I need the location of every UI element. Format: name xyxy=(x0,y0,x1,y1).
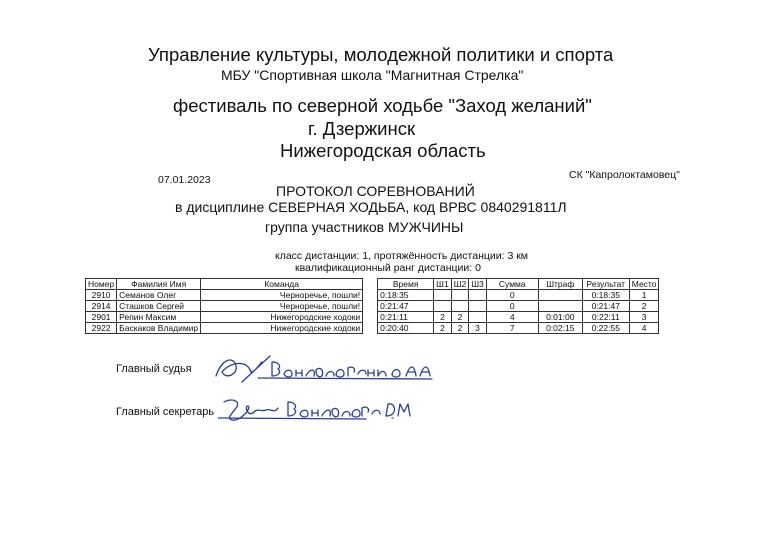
table-header xyxy=(86,279,659,290)
cell-sum: 4 xyxy=(486,312,538,323)
table-row xyxy=(86,301,659,312)
cell-team: Черноречье, пошли! xyxy=(201,301,363,312)
cell-team: Черноречье, пошли! xyxy=(201,290,363,301)
school-name: МБУ "Спортивная школа "Магнитная Стрелка" xyxy=(221,67,524,83)
cell-penalty: 0:01:00 xyxy=(538,312,582,323)
header-result: Результат xyxy=(582,279,629,290)
header-place: Место xyxy=(629,279,659,290)
header-sh3: Ш3 xyxy=(469,279,487,290)
cell-number: 2901 xyxy=(86,312,117,323)
chief-judge-label: Главный судья xyxy=(116,363,192,375)
header-time: Время xyxy=(378,279,434,290)
results-table xyxy=(85,278,659,334)
cell-sh1 xyxy=(434,301,452,312)
cell-name: Сташков Сергей xyxy=(117,301,201,312)
cell-sum: 7 xyxy=(486,323,538,334)
cell-sh2: 2 xyxy=(451,312,469,323)
cell-sum: 0 xyxy=(486,290,538,301)
club-name: СК "Капролоктамовец" xyxy=(569,169,680,181)
region: Нижегородская область xyxy=(280,140,486,161)
cell-sum: 0 xyxy=(486,301,538,312)
table-row xyxy=(86,323,659,334)
chief-secretary-signature xyxy=(218,394,418,428)
cell-sh1: 2 xyxy=(434,312,452,323)
rank-info: квалификационный ранг дистанции: 0 xyxy=(295,262,481,274)
cell-sh2 xyxy=(451,301,469,312)
cell-team: Нижегородские ходоки xyxy=(201,312,363,323)
cell-result: 0:18:35 xyxy=(582,290,629,301)
cell-number: 2914 xyxy=(86,301,117,312)
cell-sh2 xyxy=(451,290,469,301)
cell-penalty xyxy=(538,301,582,312)
cell-place: 3 xyxy=(629,312,659,323)
cell-sh3 xyxy=(469,290,487,301)
cell-penalty xyxy=(538,290,582,301)
chief-secretary-label: Главный секретарь xyxy=(116,406,215,418)
header-number: Номер xyxy=(86,279,117,290)
protocol-title: ПРОТОКОЛ СОРЕВНОВАНИЙ xyxy=(276,183,475,199)
cell-sh1: 2 xyxy=(434,323,452,334)
header-sum: Сумма xyxy=(486,279,538,290)
chief-judge-signature xyxy=(212,352,437,386)
table-row xyxy=(86,312,659,323)
cell-time: 0:20:40 xyxy=(378,323,434,334)
header-name: Фамилия Имя xyxy=(117,279,201,290)
table-row xyxy=(86,290,659,301)
cell-name: Семанов Олег xyxy=(117,290,201,301)
cell-penalty: 0:02:15 xyxy=(538,323,582,334)
header-sh1: Ш1 xyxy=(434,279,452,290)
cell-place: 1 xyxy=(629,290,659,301)
cell-sh3 xyxy=(469,301,487,312)
header-team: Команда xyxy=(201,279,363,290)
cell-name: Репин Максим xyxy=(117,312,201,323)
cell-number: 2922 xyxy=(86,323,117,334)
cell-name: Баскаков Владимир xyxy=(117,323,201,334)
cell-time: 0:21:47 xyxy=(378,301,434,312)
cell-sh1 xyxy=(434,290,452,301)
cell-team: Нижегородские ходоки xyxy=(201,323,363,334)
discipline: в дисциплине СЕВЕРНАЯ ХОДЬБА, код ВРВС 0840291811Л xyxy=(175,199,567,215)
cell-place: 4 xyxy=(629,323,659,334)
city: г. Дзержинск xyxy=(308,118,416,139)
distance-info: класс дистанции: 1, протяжённость дистанции: 3 км xyxy=(275,250,529,262)
header-penalty: Штраф xyxy=(538,279,582,290)
cell-result: 0:22:55 xyxy=(582,323,629,334)
organization-title: Управление культуры, молодежной политики и спорта xyxy=(148,44,614,65)
participant-group: группа участников МУЖЧИНЫ xyxy=(265,219,464,235)
cell-sh3: 3 xyxy=(469,323,487,334)
cell-time: 0:21:11 xyxy=(378,312,434,323)
cell-sh3 xyxy=(469,312,487,323)
cell-time: 0:18:35 xyxy=(378,290,434,301)
festival-title: фестиваль по северной ходьбе "Заход желаний" xyxy=(173,95,592,116)
event-date: 07.01.2023 xyxy=(158,174,211,186)
cell-sh2: 2 xyxy=(451,323,469,334)
cell-number: 2910 xyxy=(86,290,117,301)
cell-place: 2 xyxy=(629,301,659,312)
cell-result: 0:22:11 xyxy=(582,312,629,323)
header-sh2: Ш2 xyxy=(451,279,469,290)
cell-result: 0:21:47 xyxy=(582,301,629,312)
